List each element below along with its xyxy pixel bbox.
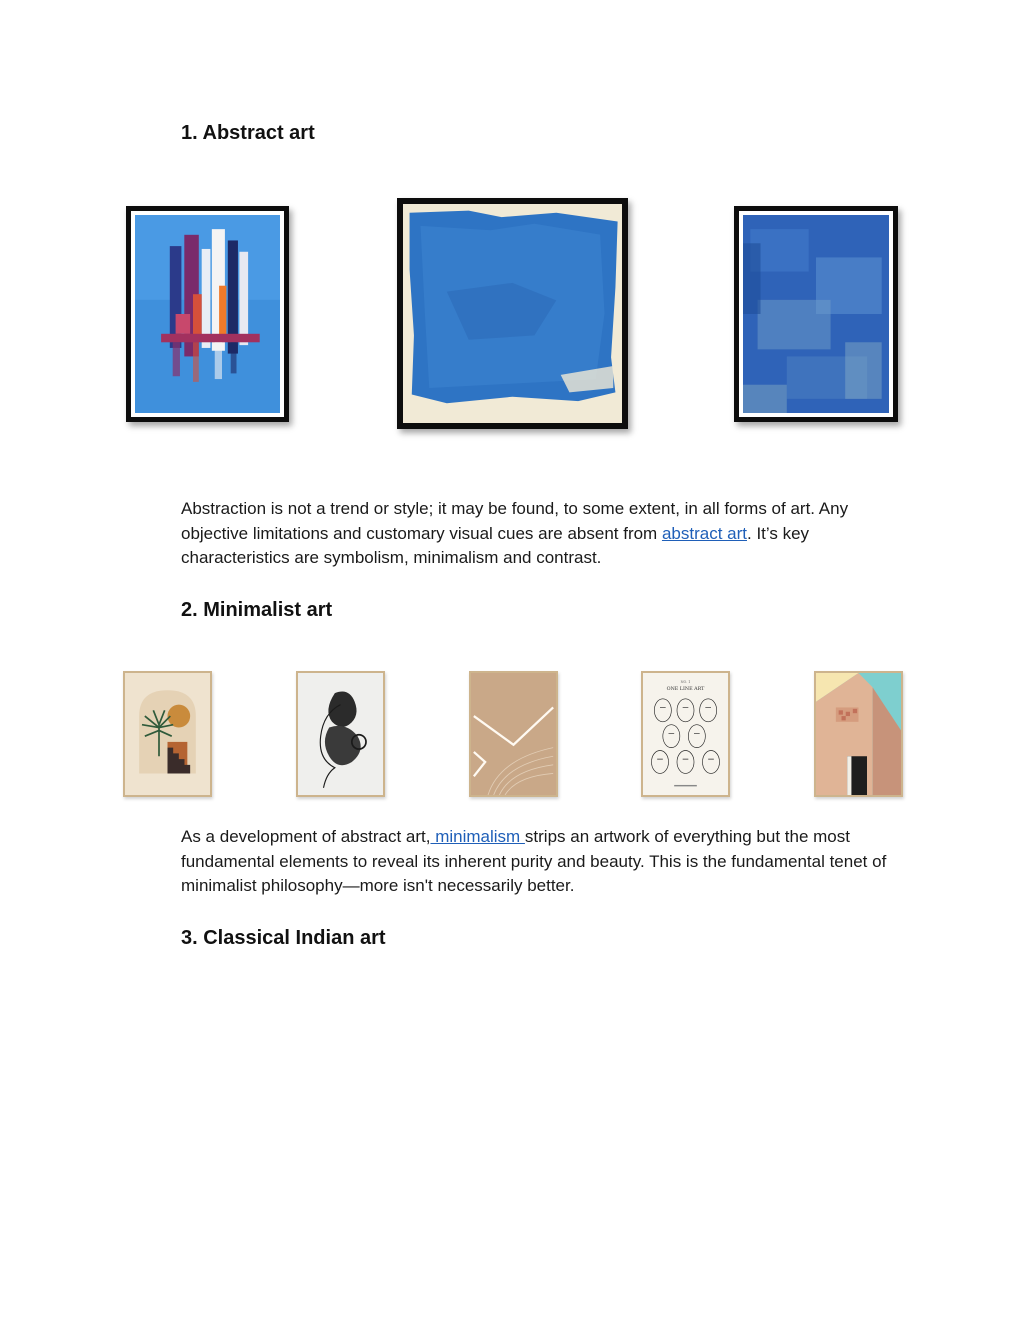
paragraph-text: . It’s key characteristics are symbolism, minimalism and contrast. — [181, 523, 810, 567]
abstract-blue-square-painting — [397, 198, 628, 429]
abstract-blue-textured-painting — [734, 206, 898, 422]
minimalist-palm-arch-print — [123, 671, 212, 797]
print-subtitle: NO. 1 — [680, 680, 691, 685]
abstract-art-paragraph — [181, 497, 911, 571]
abstract-art-link[interactable]: abstract art — [661, 523, 747, 543]
minimalist-one-line-art-print — [641, 671, 730, 797]
minimalism-link[interactable]: minimalism — [430, 827, 525, 846]
minimalist-black-shapes-print — [296, 671, 385, 797]
minimalist-tan-lines-print — [469, 671, 558, 797]
paragraph-text: strips an artwork of everything but the most fundamental elements to reveal its inherent purity and beauty. This is the fundamental tenet of minimalist philosophy—more isn't necessarily better. — [181, 827, 887, 895]
minimalist-architecture-print — [814, 671, 903, 797]
paragraph-text: As a development of abstract art, — [181, 827, 431, 846]
print-title: ONE LINE ART — [666, 687, 705, 693]
abstract-cityscape-painting — [126, 206, 289, 422]
section-heading-classical-indian-art: 3. Classical Indian art — [181, 927, 386, 949]
section-heading-abstract-art: 1. Abstract art — [181, 122, 315, 144]
minimalist-art-paragraph — [181, 825, 911, 899]
section-heading-minimalist-art: 2. Minimalist art — [181, 599, 333, 621]
paragraph-text: Abstraction is not a trend or style; it may be found, to some extent, in all forms of art. Any objective limitations and customary visual cues are absent from — [181, 499, 849, 543]
